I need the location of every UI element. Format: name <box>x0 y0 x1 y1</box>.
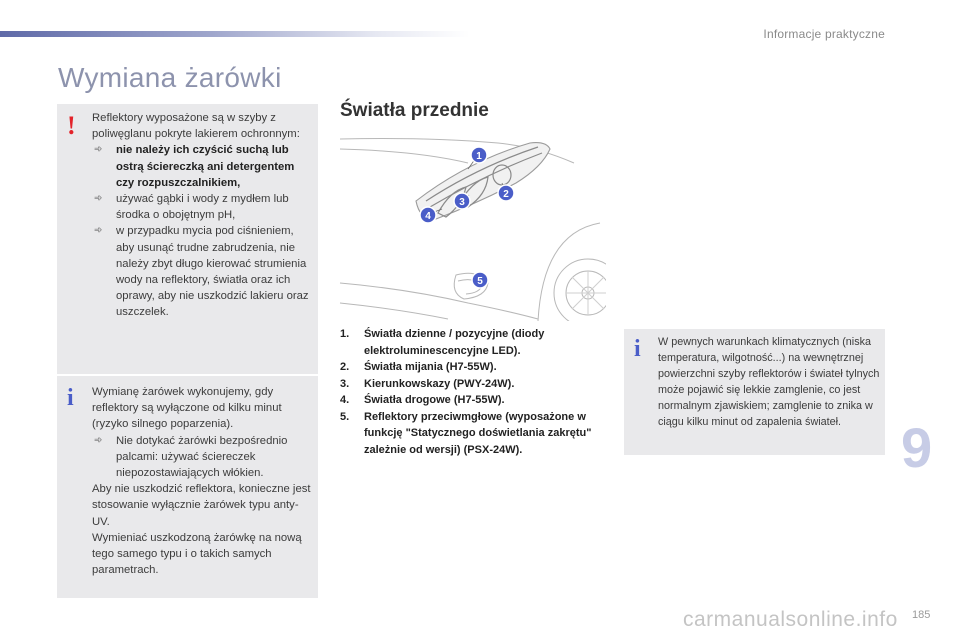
legend-number: 4. <box>340 394 350 406</box>
legend-text: Światła mijania (H7-55W). <box>364 361 497 373</box>
info-bulbs-text <box>92 384 314 578</box>
callout-1-label: 1 <box>476 151 482 162</box>
wheel <box>554 259 606 321</box>
wheel-spokes <box>566 271 606 315</box>
info-bulbs-intro: Wymianę żarówek wykonujemy, gdy reflektory są wyłączone od kilku minut (ryzyko silnego poparzenia). <box>92 386 282 431</box>
info-condensation-text: W pewnych warunkach klimatycznych (niska temperatura, wilgotność...) na wewnętrznej powierzchni szyby reflektorów i świateł tylnych może pojawić się lekkie zamglenie, co jest normalnym zjawiskiem; zamglenie to znika w ciągu kilku minut od zapalenia świateł. <box>658 336 880 428</box>
info-bulbs-para2: Aby nie uszkodzić reflektora, konieczne jest stosowanie wyłącznie żarówek typu anty-UV. <box>92 483 311 528</box>
front-lights-title: Światła przednie <box>340 100 489 121</box>
legend-item <box>340 392 600 409</box>
front-lights-diagram <box>338 133 606 321</box>
legend-text: Światła drogowe (H7-55W). <box>364 394 505 406</box>
callout-3-label: 3 <box>459 197 465 208</box>
chapter-number: 9 <box>901 416 933 479</box>
callout-4-label: 4 <box>425 211 431 222</box>
legend-text: Światła dzienne / pozycyjne (diody elektroluminescencyjne LED). <box>364 328 545 357</box>
warning-item-text: nie należy ich czyścić suchą lub ostrą ściereczką ani detergentem czy rozpuszczalnikiem, <box>116 144 295 189</box>
legend-number: 5. <box>340 410 350 423</box>
bullet-icon: ➾ <box>94 434 103 446</box>
warning-item-text: w przypadku mycia pod ciśnieniem, aby usunąć trudne zabrudzenia, nie należy zbyt długo kierować strumienia wody na reflektory, światła oraz ich oprawy, aby nie uszkodzić lakieru oraz uszczelek. <box>116 225 309 319</box>
watermark: carmanualsonline.info <box>683 608 898 631</box>
bumper-lower-line <box>340 303 448 319</box>
callout-5-label: 5 <box>477 276 483 287</box>
legend-number: 3. <box>340 377 350 390</box>
legend-number: 1. <box>340 328 350 340</box>
warning-item-text: używać gąbki i wody z mydłem lub środka o obojętnym pH, <box>116 193 289 222</box>
front-lights-legend <box>340 326 600 458</box>
section-header: Informacje praktyczne <box>763 27 885 41</box>
warning-item <box>92 142 314 191</box>
bullet-icon: ➾ <box>94 144 103 156</box>
callout-2 <box>498 185 514 201</box>
body-line <box>340 149 468 163</box>
bullet-icon: ➾ <box>94 193 103 205</box>
info-icon: i <box>67 385 74 411</box>
legend-number: 2. <box>340 361 350 373</box>
bumper-line <box>340 283 538 319</box>
legend-text: Kierunkowskazy (PWY-24W). <box>364 377 515 390</box>
warning-icon: ! <box>67 111 76 140</box>
page-title: Wymiana żarówki <box>58 62 282 93</box>
warning-item <box>92 191 314 223</box>
warning-intro: Reflektory wyposażone są w szyby z poliwęglanu pokryte lakierem ochronnym: <box>92 112 300 141</box>
header-accent-bar <box>0 31 470 37</box>
page-number: 185 <box>912 609 931 621</box>
callout-2-label: 2 <box>503 189 509 200</box>
warning-text <box>92 110 314 321</box>
legend-item <box>340 376 600 393</box>
bullet-icon: ➾ <box>94 225 103 237</box>
info-icon: i <box>634 336 641 362</box>
callout-4 <box>420 207 436 223</box>
info-bulbs-item <box>92 433 314 482</box>
callout-3 <box>454 193 470 209</box>
info-bulbs-item-text: Nie dotykać żarówki bezpośrednio palcami: używać ściereczek niepozostawiających włókien. <box>116 434 288 480</box>
callout-1 <box>471 147 487 163</box>
callout-5 <box>472 272 488 288</box>
wheel-arch <box>538 223 600 321</box>
legend-text: Reflektory przeciwmgłowe (wyposażone w funkcję "Statycznego doświetlania zakrętu" zależnie od wersji) (PSX-24W). <box>364 410 592 456</box>
legend-item <box>340 409 600 459</box>
legend-item <box>340 326 600 359</box>
warning-item <box>92 223 314 320</box>
legend-item <box>340 359 600 376</box>
info-bulbs-para3: Wymieniać uszkodzoną żarówkę na nową tego samego typu i o takich samych parametrach. <box>92 531 302 577</box>
